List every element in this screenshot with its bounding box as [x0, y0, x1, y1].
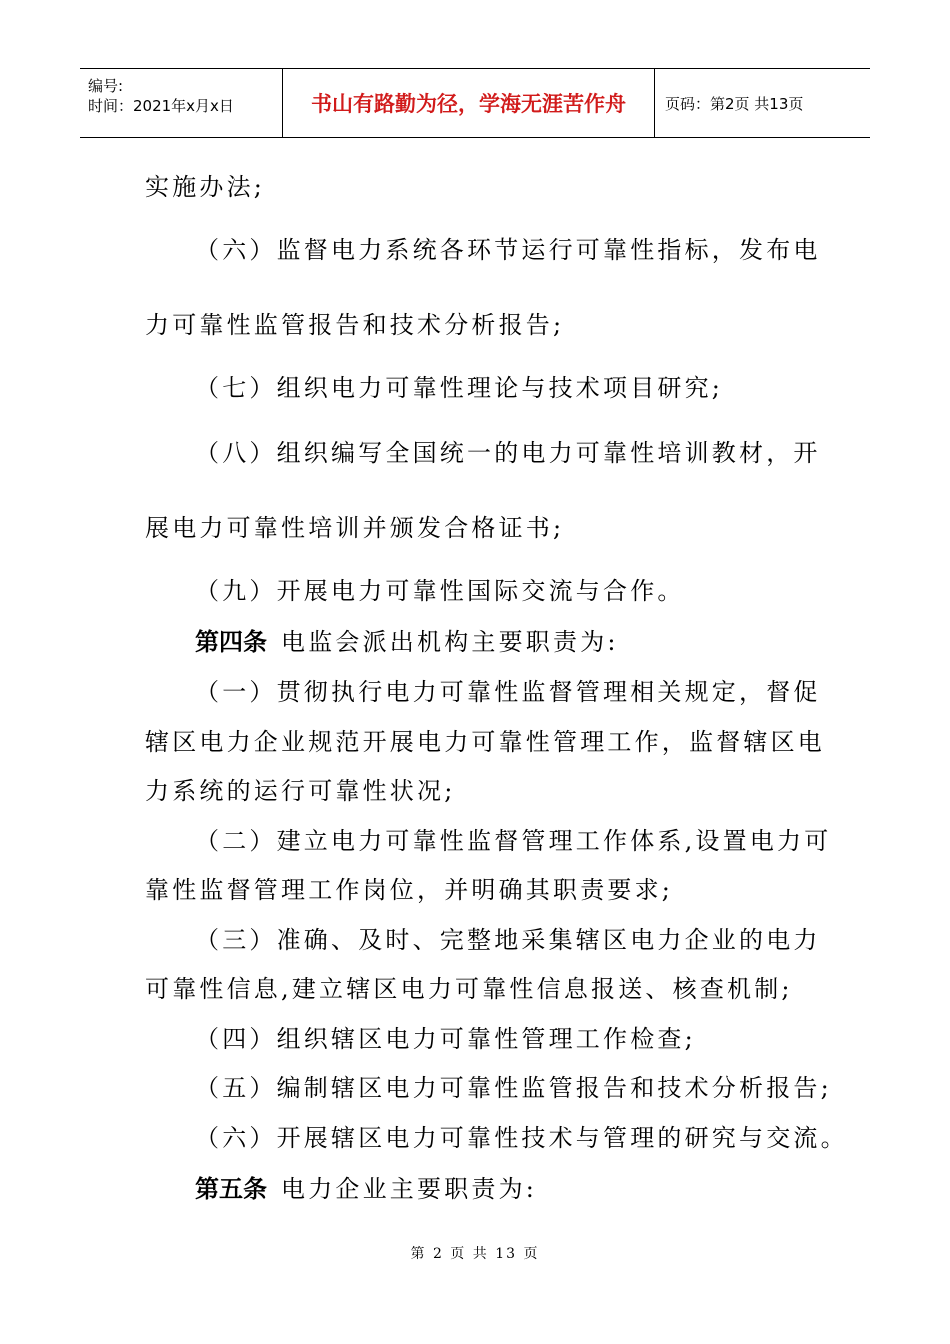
article-4-text: 电监会派出机构主要职责为: [281, 628, 619, 656]
header-page-cell [655, 69, 870, 137]
header-meta [80, 69, 282, 137]
article-5-line [195, 1174, 537, 1204]
body-line: （五）编制辖区电力可靠性监管报告和技术分析报告; [195, 1074, 832, 1102]
body-line: 力系统的运行可靠性状况; [145, 777, 456, 805]
body-line: 实施办法; [145, 173, 266, 201]
body-line: 靠性监督管理工作岗位，并明确其职责要求; [145, 876, 674, 904]
body-line: 展电力可靠性培训并颁发合格证书; [145, 514, 565, 542]
article-4-line [195, 627, 619, 657]
body-line: 辖区电力企业规范开展电力可靠性管理工作，监督辖区电 [145, 728, 825, 756]
body-line: （四）组织辖区电力可靠性管理工作检查; [195, 1025, 696, 1053]
body-line: （六）开展辖区电力可靠性技术与管理的研究与交流。 [195, 1124, 848, 1152]
body-line: （六）监督电力系统各环节运行可靠性指标，发布电 [195, 236, 821, 264]
body-line: 力可靠性监管报告和技术分析报告; [145, 311, 565, 339]
header-motto-cell [282, 69, 655, 137]
body-line: （三）准确、及时、完整地采集辖区电力企业的电力 [195, 926, 821, 954]
page-header [80, 68, 870, 138]
body-line: （九）开展电力可靠性国际交流与合作。 [195, 577, 685, 605]
body-line: （八）组织编写全国统一的电力可靠性培训教材，开 [195, 439, 821, 467]
body-line: （七）组织电力可靠性理论与技术项目研究; [195, 374, 724, 402]
serial-label: 编号: [88, 77, 124, 95]
page-code: 页码：第2页 共13页 [665, 94, 804, 113]
article-5-text: 电力企业主要职责为: [281, 1175, 538, 1203]
date-label: 时间：2021年x月x日 [88, 97, 234, 115]
body-line: 可靠性信息,建立辖区电力可靠性信息报送、核查机制; [145, 975, 793, 1003]
article-4-heading: 第四条 [195, 628, 267, 656]
motto: 书山有路勤为径，学海无涯苦作舟 [311, 92, 626, 116]
article-5-heading: 第五条 [195, 1175, 267, 1203]
body-line: （二）建立电力可靠性监督管理工作体系,设置电力可 [195, 827, 832, 855]
body-line: （一）贯彻执行电力可靠性监督管理相关规定，督促 [195, 678, 821, 706]
page-footer: 第 2 页 共 13 页 [410, 1246, 540, 1262]
